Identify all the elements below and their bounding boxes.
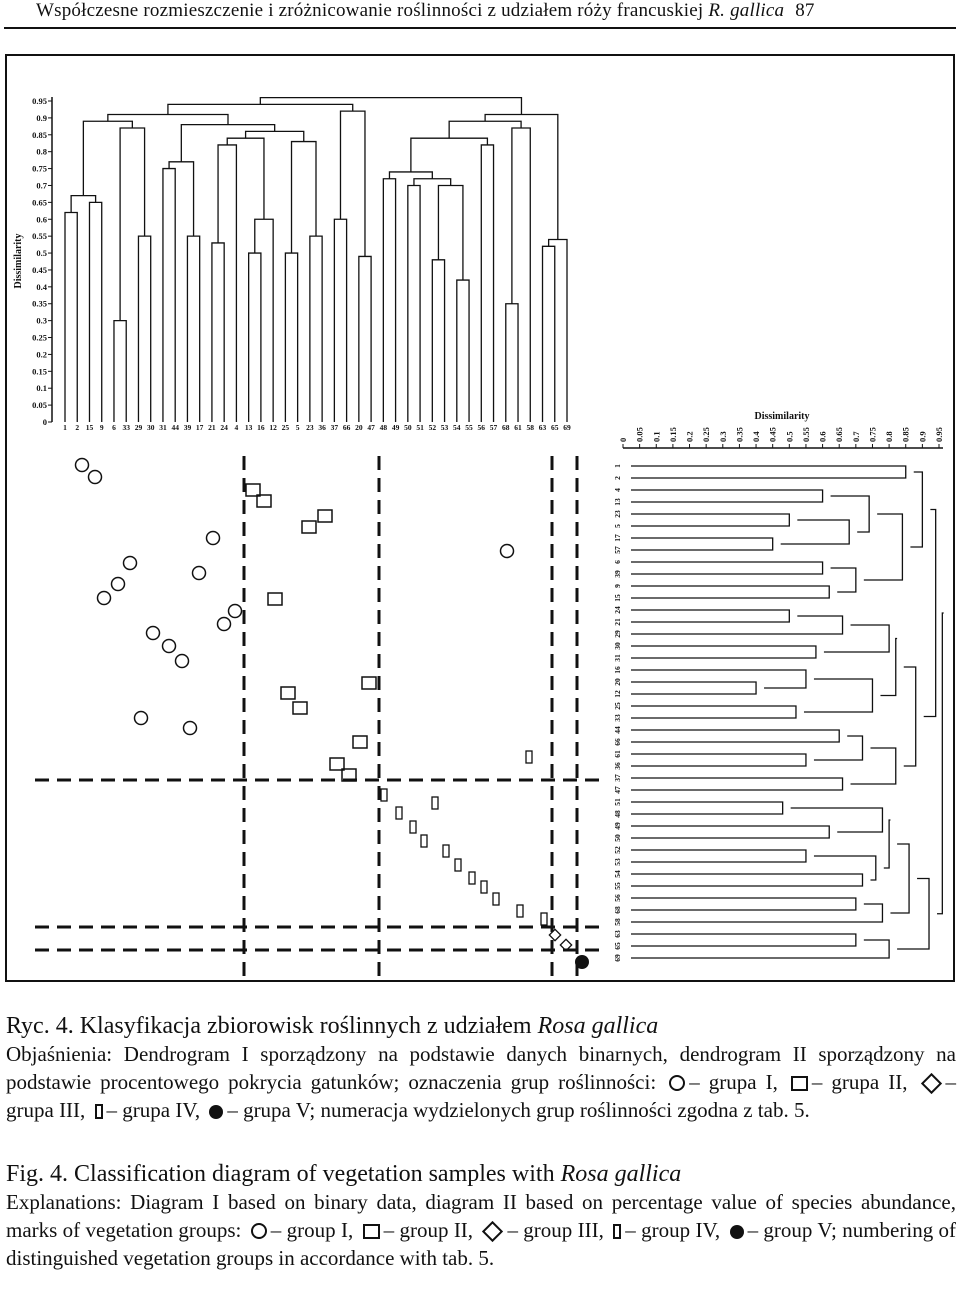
group-1-circle-icon [669, 1075, 685, 1091]
running-title: Współczesne rozmieszczenie i zróżnicowanie roślinności z udziałem róży francuskiej [36, 0, 704, 21]
dendro1-tick-label: 0.9 [36, 112, 47, 123]
group-1-marker [112, 578, 125, 591]
dendro1-link [255, 219, 273, 422]
dendro1-link [481, 145, 493, 422]
dendro2-link [631, 610, 789, 622]
dendro1-link [506, 304, 518, 422]
caption-en-intro: Explanations: Diagram I based on binary data, diagram II based on percentage value of species abundance, marks of vegetation groups: [6, 1190, 956, 1242]
group-1-marker [193, 567, 206, 580]
dendro1-tick-label: 0.85 [32, 129, 47, 140]
dendro2-link [890, 844, 909, 913]
group-2-marker [362, 677, 376, 689]
group-4-marker [455, 859, 461, 871]
dendro1-tick-label: 0.45 [32, 264, 47, 275]
dendro2-leaf-label: 47 [613, 786, 622, 794]
dendro2-leaf-label: 6 [613, 560, 622, 564]
page-header [0, 0, 960, 30]
dendro1-leaf-label: 44 [171, 423, 179, 432]
dendro1-link [414, 179, 451, 186]
group-4-marker [481, 881, 487, 893]
dendro1-leaf-label: 24 [220, 423, 228, 432]
dendro2-link [814, 856, 876, 880]
dendro2-tick-label: 0.15 [667, 427, 678, 442]
dendro2-leaf-label: 29 [613, 630, 622, 638]
dendro1-leaf-label: 69 [563, 423, 571, 432]
dendro1-leaf-label: 12 [269, 423, 277, 432]
dendro1-link [246, 131, 304, 141]
dendro1-link [114, 321, 126, 422]
caption-en-species: Rosa gallica [560, 1161, 682, 1187]
dendro2-leaf-label: 44 [613, 726, 622, 734]
caption-pl-body [6, 1040, 956, 1124]
group-4-marker [526, 751, 532, 763]
dendro2-tick-label: 0.5 [784, 431, 795, 442]
dendro1-link [218, 145, 236, 422]
dendro1-tick-label: 0.75 [32, 163, 47, 174]
dendro2-link [884, 820, 891, 868]
group-4-bar-icon [95, 1104, 103, 1119]
group-4-marker [541, 913, 547, 925]
caption-pl-species: Rosa gallica [537, 1013, 659, 1039]
group-2-marker [302, 521, 316, 533]
dendro2-link [631, 826, 829, 838]
caption-en-g5: – group V; numbering of distinguished vegetation groups in accordance with tab. 5. [6, 1218, 957, 1270]
dendro2-link [831, 496, 870, 532]
dendro2-link [631, 850, 806, 862]
dendro2-link [831, 568, 856, 592]
group-3-diamond-icon [920, 1073, 941, 1094]
dendro1-link [432, 260, 444, 422]
dendro1-leaf-label: 68 [502, 423, 510, 432]
group-5-dot-icon [209, 1105, 223, 1119]
dendro2-leaf-label: 39 [613, 570, 622, 578]
dendro2-tick-label: 0.65 [834, 427, 845, 442]
dendro1-tick-label: 0.05 [32, 400, 47, 411]
caption-pl-intro: Objaśnienia: Dendrogram I sporządzony na podstawie danych binarnych, dendrogram II sporządzony na podstawie procentowego pokrycia gatunków; oznaczenia grup roślinności: [6, 1042, 956, 1094]
dendro2-leaf-label: 49 [613, 822, 622, 830]
group-1-marker [163, 640, 176, 653]
dendro1-leaf-label: 61 [514, 423, 522, 432]
dendro1-leaf-label: 49 [391, 423, 400, 432]
dendro2-link [631, 490, 823, 502]
dendro2-link [631, 904, 882, 922]
dendro2-leaf-label: 24 [613, 606, 622, 614]
dendro1-tick-label: 0 [42, 417, 47, 427]
dendro2-leaf-label: 25 [613, 702, 622, 710]
dendro1-link [65, 213, 77, 422]
dendro2-link [804, 679, 873, 712]
dendro2-leaf-label: 37 [613, 774, 622, 782]
dendro1-leaf-label: 66 [342, 423, 351, 432]
group-2-marker [268, 593, 282, 605]
dendro2-link [631, 670, 806, 688]
dendro1-link [120, 128, 144, 321]
dendro2-leaf-label: 55 [613, 882, 622, 890]
dendro2-leaf-label: 54 [613, 870, 622, 878]
dendro2-link [631, 586, 829, 598]
dendro1-leaf-label: 23 [306, 423, 314, 432]
group-4-marker [432, 797, 438, 809]
dendro2-leaf-label: 21 [613, 618, 622, 626]
dendro2-link [924, 510, 936, 717]
dendro1-leaf-label: 13 [244, 423, 253, 432]
dendro1-link [449, 121, 521, 138]
dendro1-tick-label: 0.7 [36, 180, 47, 191]
dendro1-link [249, 253, 261, 422]
dendro2-leaf-label: 16 [613, 666, 622, 674]
dendro1-leaf-label: 31 [159, 423, 167, 432]
dendro2-leaf-label: 66 [613, 738, 622, 746]
group-2-marker [353, 736, 367, 748]
caption-english [6, 1160, 956, 1272]
dendro2-tick-label: 0.95 [934, 427, 944, 442]
group-3-diamond-icon [482, 1221, 503, 1242]
dendro2-link [631, 730, 839, 742]
classification-scatter [35, 456, 607, 976]
dendrogram-2 [613, 411, 944, 962]
dendro2-leaf-label: 13 [613, 498, 622, 506]
dendro1-tick-label: 0.65 [32, 197, 47, 208]
dendro1-leaf-label: 54 [453, 423, 461, 432]
dendro1-axis-title: Dissimilarity [13, 233, 24, 289]
dendro1-link [334, 219, 346, 422]
dendro1-link [187, 236, 199, 422]
group-1-marker [147, 627, 160, 640]
dendro2-leaf-label: 23 [613, 510, 622, 518]
dendro2-leaf-label: 48 [613, 810, 622, 818]
group-1-circle-icon [251, 1223, 267, 1239]
dendro1-link [438, 185, 462, 280]
dendro1-leaf-label: 39 [183, 423, 192, 432]
dendro1-link [168, 104, 353, 114]
dendro2-link [904, 667, 916, 766]
dendro1-leaf-label: 17 [195, 423, 204, 432]
dendro2-link [631, 754, 806, 766]
dendro2-tick-label: 0.85 [900, 427, 911, 442]
dendro1-link [163, 169, 175, 422]
dendro2-leaf-label: 1 [613, 464, 622, 468]
caption-en-body [6, 1188, 956, 1272]
dendro1-tick-label: 0.55 [32, 231, 47, 242]
dendro2-leaf-label: 58 [613, 918, 622, 926]
dendro1-leaf-label: 30 [146, 423, 155, 432]
dendro1-link [181, 125, 274, 162]
dendro1-link [108, 115, 228, 125]
dendro2-link [631, 538, 773, 550]
group-4-marker [469, 872, 475, 884]
dendro2-leaf-label: 57 [613, 546, 622, 554]
dendro2-leaf-label: 20 [613, 678, 622, 686]
group-4-bar-icon [613, 1224, 621, 1239]
group-5-dot-icon [730, 1225, 744, 1239]
dendro2-link [631, 934, 856, 946]
dendro2-link [631, 802, 783, 814]
dendro1-leaf-label: 9 [99, 423, 104, 432]
dendro2-tick-label: 0.75 [867, 427, 878, 442]
figure-frame [5, 54, 955, 982]
dendro2-leaf-label: 61 [613, 750, 622, 758]
dendro2-leaf-label: 9 [613, 584, 622, 588]
dendro2-tick-label: 0.1 [651, 431, 662, 442]
dendro2-leaf-label: 69 [613, 954, 622, 962]
dendro1-tick-label: 0.4 [36, 281, 47, 292]
dendro1-tick-label: 0.3 [36, 315, 47, 326]
dendro1-leaf-label: 58 [526, 423, 535, 432]
dendro1-link [457, 280, 469, 422]
dendro2-tick-label: 0.55 [800, 427, 811, 442]
dendro2-link [781, 520, 850, 544]
dendro2-leaf-label: 31 [613, 654, 622, 662]
dendro2-leaf-label: 51 [613, 798, 622, 806]
dendro2-leaf-label: 12 [613, 690, 622, 698]
dendro2-link [824, 625, 889, 652]
dendro1-leaf-label: 50 [404, 423, 412, 432]
dendro2-leaf-label: 63 [613, 930, 622, 938]
group-1-marker [207, 532, 220, 545]
dendro2-link [631, 682, 756, 694]
dendro1-link [543, 246, 555, 422]
dendro1-leaf-label: 29 [134, 423, 143, 432]
group-2-marker [246, 484, 260, 496]
group-4-marker [381, 789, 387, 801]
dendro2-link [631, 562, 823, 574]
dendro2-tick-label: 0.7 [850, 431, 861, 442]
caption-pl-g1: – grupa I, [689, 1070, 778, 1094]
dendro1-leaf-label: 36 [318, 423, 326, 432]
dendro2-tick-label: 0.6 [817, 431, 828, 442]
dendro1-link [389, 172, 432, 179]
caption-en-title [6, 1160, 956, 1188]
group-2-square-icon [791, 1076, 808, 1091]
dendro2-link [897, 879, 929, 950]
dendro1-leaf-label: 25 [281, 423, 290, 432]
dendro1-link [71, 196, 95, 213]
dendro1-leaf-label: 56 [477, 423, 486, 432]
dendro2-leaf-label: 53 [613, 858, 622, 866]
dendro2-link [791, 808, 883, 832]
dendro1-leaf-label: 15 [85, 423, 94, 432]
dendro1-tick-label: 0.25 [32, 332, 47, 343]
group-1-marker [135, 712, 148, 725]
dendro1-leaf-label: 51 [416, 423, 424, 432]
dendro2-link [631, 706, 796, 718]
dendro2-leaf-label: 2 [613, 476, 622, 480]
dendro2-link [937, 613, 944, 914]
group-1-marker [501, 545, 514, 558]
dendro1-tick-label: 0.6 [36, 214, 47, 225]
dendro2-axis-title: Dissimilarity [754, 411, 810, 422]
dendro2-leaf-label: 5 [613, 524, 622, 528]
dendro1-leaf-label: 37 [330, 423, 339, 432]
caption-en-title-text: Classification diagram of vegetation samples with [74, 1161, 555, 1187]
dendro1-link [512, 128, 530, 422]
dendro1-link [549, 240, 567, 422]
dendro2-tick-label: 0.9 [917, 431, 928, 442]
dendro2-link [631, 778, 843, 790]
dendro2-leaf-label: 4 [613, 488, 622, 492]
group-4-marker [493, 893, 499, 905]
dendro2-tick-label: 0.45 [767, 427, 778, 442]
caption-pl-g2: – grupa II, [811, 1070, 908, 1094]
dendro1-leaf-label: 4 [234, 423, 239, 432]
caption-pl-g3: – grupa III, [6, 1070, 957, 1122]
dendro2-leaf-label: 50 [613, 834, 622, 842]
group-1-marker [218, 618, 231, 631]
caption-pl-title [6, 1012, 956, 1040]
group-4-marker [410, 821, 416, 833]
dendro2-link [910, 472, 922, 547]
group-2-marker [293, 702, 307, 714]
dendro2-leaf-label: 15 [613, 594, 622, 602]
dendro2-leaf-label: 36 [613, 762, 622, 770]
dendro1-tick-label: 0.2 [36, 349, 47, 360]
dendro1-leaf-label: 53 [440, 423, 449, 432]
dendro1-leaf-label: 48 [379, 423, 388, 432]
group-2-square-icon [363, 1224, 380, 1239]
dendro2-tick-label: 0.2 [684, 431, 695, 442]
group-4-marker [443, 845, 449, 857]
dendro2-tick-label: 0.8 [884, 431, 895, 442]
dendro1-tick-label: 0.5 [36, 248, 47, 259]
dendro1-link [285, 253, 297, 422]
dendro2-link [851, 748, 896, 784]
dendro1-tick-label: 0.35 [32, 298, 47, 309]
caption-polish [6, 1012, 956, 1124]
caption-pl-title-text: Klasyfikacja zbiorowisk roślinnych z udziałem [79, 1013, 532, 1039]
dendro1-leaf-label: 47 [367, 423, 375, 432]
dendro1-link [383, 179, 395, 422]
group-1-marker [229, 605, 242, 618]
header-rule [4, 27, 956, 29]
dendro1-leaf-label: 16 [257, 423, 265, 432]
dendro2-link [631, 616, 843, 634]
running-head [36, 0, 815, 22]
dendro2-link [631, 898, 856, 910]
group-2-marker [257, 495, 271, 507]
dendro2-tick-label: 0.35 [734, 427, 745, 442]
dendrogram-1 [13, 96, 571, 432]
caption-pl-g5: – grupa V; numeracja wydzielonych grup roślinności zgodna z tab. 5. [227, 1098, 810, 1122]
dendro2-link [631, 514, 789, 526]
dendro1-tick-label: 0.15 [32, 366, 47, 377]
dendro1-link [83, 121, 132, 195]
dendro2-tick-label: 0.25 [701, 427, 712, 442]
dendro1-tick-label: 0.95 [32, 96, 47, 106]
dendro2-leaf-label: 17 [613, 534, 622, 542]
dendro2-link [631, 940, 889, 958]
dendro2-leaf-label: 30 [613, 642, 622, 650]
caption-en-g3: – group III, [507, 1218, 604, 1242]
group-2-marker [330, 758, 344, 770]
dendro1-link [212, 243, 224, 422]
dendro2-leaf-label: 33 [613, 714, 622, 722]
dendro1-leaf-label: 52 [428, 423, 437, 432]
group-2-marker [281, 687, 295, 699]
dendro2-leaf-label: 52 [613, 846, 622, 854]
group-4-marker [517, 905, 523, 917]
dendro1-leaf-label: 20 [355, 423, 363, 432]
dendro2-link [631, 874, 862, 886]
dendro2-tick-label: 0 [618, 437, 628, 442]
dendro1-leaf-label: 33 [122, 423, 130, 432]
dendro2-tick-label: 0.05 [634, 427, 645, 442]
dendro1-leaf-label: 55 [465, 423, 473, 432]
dendro1-link [359, 256, 371, 422]
caption-en-label: Fig. 4. [6, 1161, 69, 1187]
dendro1-leaf-label: 63 [538, 423, 547, 432]
group-2-marker [318, 510, 332, 522]
dendro2-link [814, 736, 863, 760]
group-1-marker [89, 471, 102, 484]
running-species: R. gallica [708, 0, 785, 21]
caption-en-g2: – group II, [383, 1218, 474, 1242]
group-5-marker [575, 955, 589, 969]
group-1-marker [184, 722, 197, 735]
dendro2-link [631, 646, 816, 658]
dendro1-leaf-label: 21 [208, 423, 216, 432]
group-4-marker [421, 835, 427, 847]
page-number: 87 [795, 0, 815, 21]
dendro1-link [411, 138, 488, 172]
dendro1-link [340, 111, 364, 256]
group-1-marker [124, 557, 137, 570]
dendro1-leaf-label: 1 [63, 423, 67, 432]
dendro1-link [138, 236, 150, 422]
dendro1-tick-label: 0.8 [36, 146, 47, 157]
caption-en-g4: – group IV, [625, 1218, 721, 1242]
dendro1-link [89, 202, 101, 422]
dendro2-tick-label: 0.3 [717, 431, 728, 442]
dendro2-leaf-label: 56 [613, 894, 622, 902]
dendro1-tick-label: 0.1 [36, 383, 47, 394]
dendro2-tick-label: 0.4 [751, 431, 762, 442]
classification-figure [7, 56, 953, 980]
dendro1-link [227, 138, 264, 219]
caption-pl-label: Ryc. 4. [6, 1013, 74, 1039]
group-1-marker [98, 592, 111, 605]
dendro1-link [485, 115, 558, 240]
dendro2-link [631, 466, 906, 478]
dendro1-leaf-label: 2 [75, 423, 80, 432]
dendro1-link [169, 162, 193, 236]
dendro1-leaf-label: 5 [295, 423, 300, 432]
dendro1-leaf-label: 57 [489, 423, 498, 432]
dendro1-leaf-label: 6 [112, 423, 116, 432]
group-1-marker [76, 459, 89, 472]
caption-en-g1: – group I, [270, 1218, 354, 1242]
dendro2-leaf-label: 68 [613, 906, 622, 914]
dendro1-link [310, 236, 322, 422]
group-1-marker [176, 655, 189, 668]
caption-pl-g4: – grupa IV, [106, 1098, 201, 1122]
dendro2-leaf-label: 65 [613, 942, 622, 950]
dendro1-leaf-label: 65 [551, 423, 559, 432]
group-4-marker [396, 807, 402, 819]
dendro1-link [260, 98, 521, 115]
dendro1-link [408, 185, 420, 422]
